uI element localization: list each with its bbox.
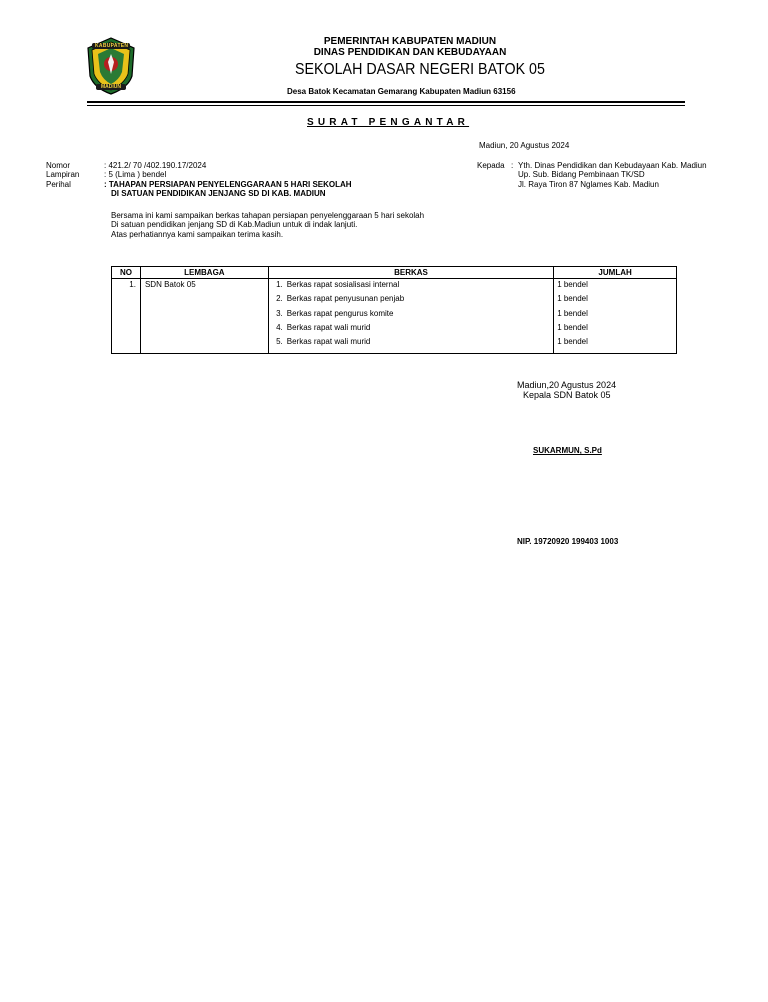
- kepada-colon: :: [511, 161, 514, 170]
- lembaga-value: SDN Batok 05: [144, 280, 196, 289]
- perihal-value-line2: DI SATUAN PENDIDIKAN JENJANG SD DI KAB. MADIUN: [111, 189, 326, 198]
- lampiran-label: Lampiran: [46, 170, 80, 179]
- body-paragraph-line2: Di satuan pendidikan jenjang SD di Kab.Madiun untuk di indak lanjuti.: [111, 220, 358, 229]
- cell-jumlah: [554, 279, 677, 354]
- cell-berkas: [268, 279, 553, 354]
- letterhead-divider-thin: [87, 105, 685, 106]
- header-no: NO: [112, 267, 141, 279]
- letter-date: Madiun, 20 Agustus 2024: [479, 141, 570, 150]
- jumlah-item: 1 bendel: [557, 322, 588, 332]
- perihal-value-line1: : TAHAPAN PERSIAPAN PENYELENGGARAAN 5 HARI SEKOLAH: [104, 180, 352, 189]
- header-jumlah: JUMLAH: [554, 267, 677, 279]
- berkas-item: 4. Berkas rapat wali murid: [276, 322, 371, 332]
- signatory-name: SUKARMUN, S.Pd: [533, 446, 602, 455]
- lampiran-value: : 5 (Lima ) bendel: [104, 170, 167, 179]
- berkas-item: 5. Berkas rapat wali murid: [276, 337, 371, 347]
- signature-position: Kepala SDN Batok 05: [523, 390, 611, 400]
- kabupaten-madiun-emblem: [84, 36, 138, 96]
- header-berkas: BERKAS: [268, 267, 553, 279]
- perihal-label: Perihal: [46, 180, 71, 189]
- berkas-table: [111, 266, 677, 354]
- berkas-item: 3. Berkas rapat pengurus komite: [276, 308, 394, 318]
- signature-date: Madiun,20 Agustus 2024: [517, 380, 617, 390]
- jumlah-item: 1 bendel: [557, 337, 588, 347]
- letterhead-line1: PEMERINTAH KABUPATEN MADIUN: [323, 36, 497, 47]
- school-name: SEKOLAH DASAR NEGERI BATOK 05: [295, 61, 545, 78]
- recipient-line3: Jl. Raya Tiron 87 Nglames Kab. Madiun: [518, 180, 659, 189]
- letterhead-line2: DINAS PENDIDIKAN DAN KEBUDAYAAN: [313, 46, 507, 58]
- school-address: Desa Batok Kecamatan Gemarang Kabupaten Madiun 63156: [287, 87, 516, 96]
- row-number: 1.: [129, 280, 136, 289]
- berkas-item: 1. Berkas rapat sosialisasi internal: [276, 280, 400, 289]
- jumlah-item: 1 bendel: [557, 308, 588, 318]
- body-paragraph-line3: Atas perhatiannya kami sampaikan terima kasih.: [111, 230, 284, 239]
- recipient-line1: Yth. Dinas Pendidikan dan Kebudayaan Kab. Madiun: [518, 161, 707, 170]
- letter-title: SURAT PENGANTAR: [307, 117, 470, 128]
- body-paragraph-line1: Bersama ini kami sampaikan berkas tahapan persiapan penyelenggaraan 5 hari sekolah: [111, 211, 425, 220]
- kepada-label: Kepada: [477, 161, 505, 170]
- emblem-top-text: KABUPATEN: [95, 43, 129, 49]
- signatory-nip: NIP. 19720920 199403 1003: [517, 537, 619, 546]
- nomor-value: : 421.2/ 70 /402.190.17/2024: [104, 161, 207, 170]
- emblem-bottom-text: MADIUN: [101, 84, 121, 90]
- cell-no: [112, 279, 141, 354]
- jumlah-item: 1 bendel: [557, 294, 588, 304]
- letterhead-divider-thick: [87, 101, 685, 103]
- nomor-label: Nomor: [46, 161, 71, 170]
- cell-lembaga: [140, 279, 268, 354]
- recipient-line2: Up. Sub. Bidang Pembinaan TK/SD: [518, 170, 645, 179]
- berkas-item: 2. Berkas rapat penyusunan penjab: [276, 294, 405, 304]
- jumlah-item: 1 bendel: [557, 280, 588, 289]
- header-lembaga: LEMBAGA: [140, 267, 268, 279]
